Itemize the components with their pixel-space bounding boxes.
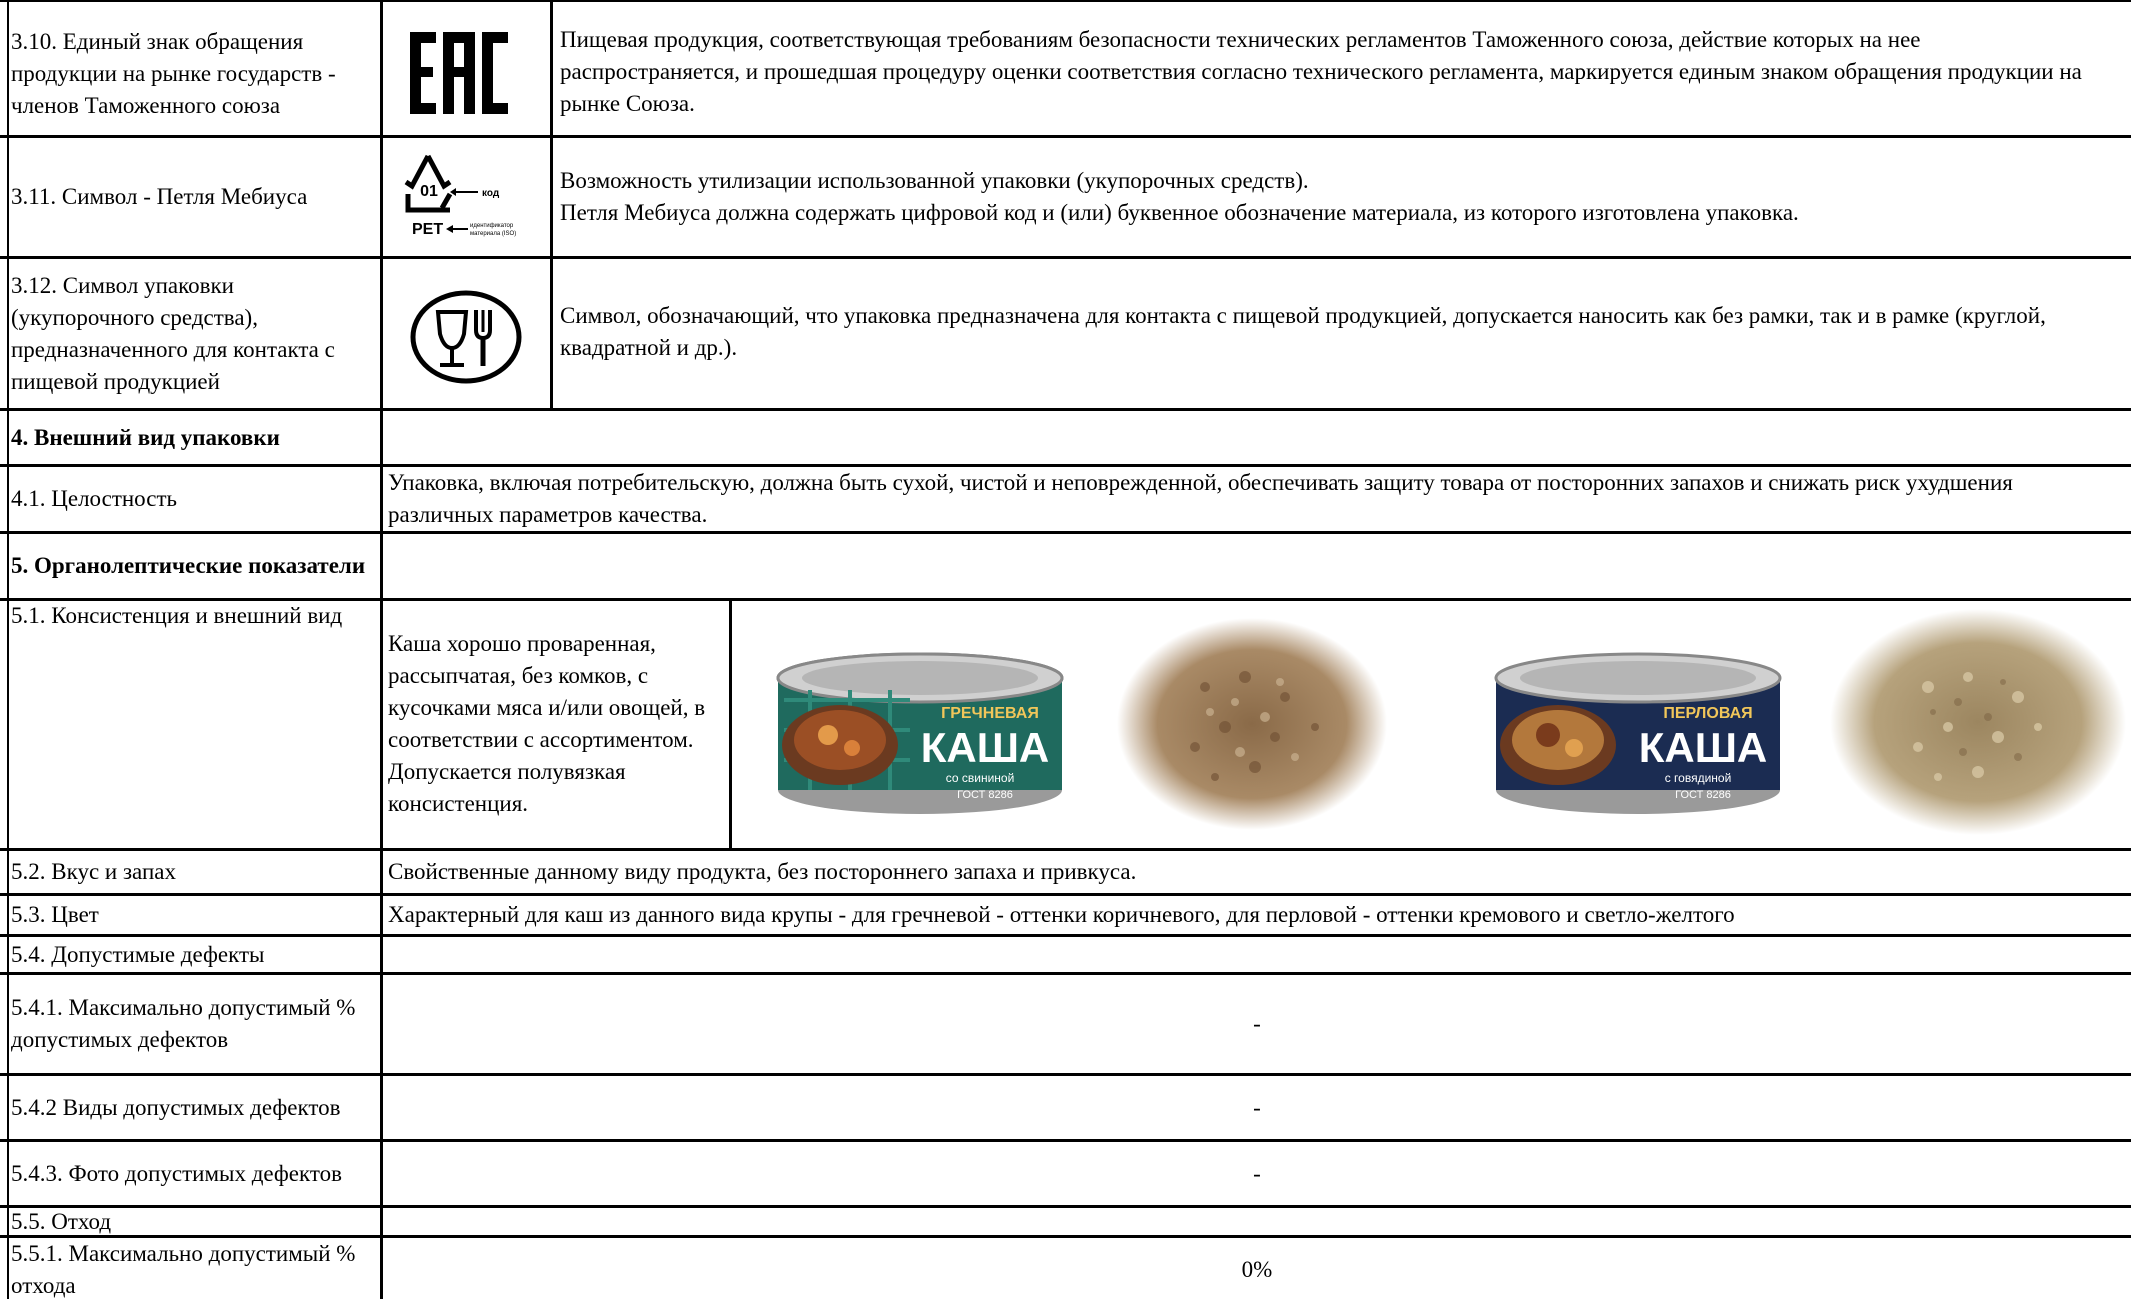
description-line: Возможность утилизации использованной упаковки (укупорочных средств). xyxy=(560,168,1309,193)
row-description: Символ, обозначающий, что упаковка предназначена для контакта с пищевой продукцией, допускается наносить как без рамки, так и в рамке (круглой, квадратной и др.). xyxy=(560,303,2046,360)
row-value: Характерный для каш из данного вида крупы - для гречневой - оттенки коричневого, для перловой - оттенки кремового и светло-желтого xyxy=(388,902,1735,927)
can-subtitle: со свининой xyxy=(945,771,1015,785)
row-value: - xyxy=(1253,1160,1261,1186)
row-label: 5.5.1. Максимально допустимый % отхода xyxy=(11,1241,356,1298)
row-label: 3.12. Символ упаковки (укупорочного средства), предназначенного для контакта с пищевой продукцией xyxy=(11,272,335,394)
section-heading: 4. Внешний вид упаковки xyxy=(11,424,280,450)
can-title: ПЕРЛОВАЯ xyxy=(1663,705,1753,722)
eac-mark-icon xyxy=(408,30,510,116)
row-value: Свойственные данному виду продукта, без постороннего запаха и привкуса. xyxy=(388,859,1137,884)
description-line: Петля Мебиуса должна содержать цифровой код и (или) буквенное обозначение материала, из которого изготовлена упаковка. xyxy=(560,200,1799,225)
row-label: 5.3. Цвет xyxy=(11,902,99,927)
row-label: 5.4. Допустимые дефекты xyxy=(11,941,265,967)
can-standard: ГОСТ 8286 xyxy=(957,789,1013,801)
can-standard: ГОСТ 8286 xyxy=(1675,789,1731,801)
row-value: Упаковка, включая потребительскую, должна быть сухой, чистой и неповрежденной, обеспечивать защиту товара от посторонних запахов и снижать риск ухудшения различных параметров качества. xyxy=(388,470,2013,527)
mobius-loop-icon xyxy=(398,148,528,242)
row-label: 5.4.2 Виды допустимых дефектов xyxy=(11,1094,341,1120)
mobius-material: PET xyxy=(412,221,444,238)
rule xyxy=(0,0,2131,2)
row-description xyxy=(560,165,2100,229)
row-value: Каша хорошо проваренная, рассыпчатая, без комков, с кусочками мяса и/или овощей, в соответствии с ассортиментом. Допускается полувязкая консистенция. xyxy=(388,631,706,816)
row-label: 3.10. Единый знак обращения продукции на рынке государств - членов Таможенного союза xyxy=(11,29,336,118)
row-value: 0% xyxy=(1241,1257,1273,1282)
can-brand: КАША xyxy=(920,724,1050,771)
porridge-photo xyxy=(1828,607,2128,837)
glass-fork-icon xyxy=(410,290,522,384)
mobius-number: 01 xyxy=(420,183,438,200)
row-value: - xyxy=(1253,1011,1261,1036)
mobius-id-line1: идентификатор xyxy=(470,223,514,229)
row-label: 5.1. Консистенция и внешний вид xyxy=(11,603,343,628)
porridge-photo xyxy=(1115,617,1390,832)
row-label: 5.5. Отход xyxy=(11,1208,112,1234)
product-can-image xyxy=(1488,640,1788,820)
product-can-image xyxy=(770,640,1070,820)
row-description: Пищевая продукция, соответствующая требованиям безопасности технических регламентов Таможенного союза, действие которых на нее распространяется, и прошедшая процедуру оценки соответствия согласно технического регламента, маркируется единым знаком обращения продукции на рынке Союза. xyxy=(560,27,2082,116)
rule xyxy=(729,600,732,850)
can-brand: КАША xyxy=(1638,724,1768,771)
row-label: 5.4.1. Максимально допустимый % допустимых дефектов xyxy=(11,995,356,1052)
mobius-code-label: код xyxy=(482,188,500,199)
row-label: 5.2. Вкус и запах xyxy=(11,859,176,884)
row-label: 5.4.3. Фото допустимых дефектов xyxy=(11,1160,342,1186)
row-value: - xyxy=(1253,1094,1261,1120)
row-label: 3.11. Символ - Петля Мебиуса xyxy=(11,184,308,209)
can-subtitle: с говядиной xyxy=(1664,771,1732,785)
row-label: 4.1. Целостность xyxy=(11,486,178,511)
section-heading: 5. Органолептические показатели xyxy=(11,553,366,578)
can-title: ГРЕЧНЕВАЯ xyxy=(941,705,1039,722)
mobius-id-line2: материала (ISO) xyxy=(470,231,517,237)
